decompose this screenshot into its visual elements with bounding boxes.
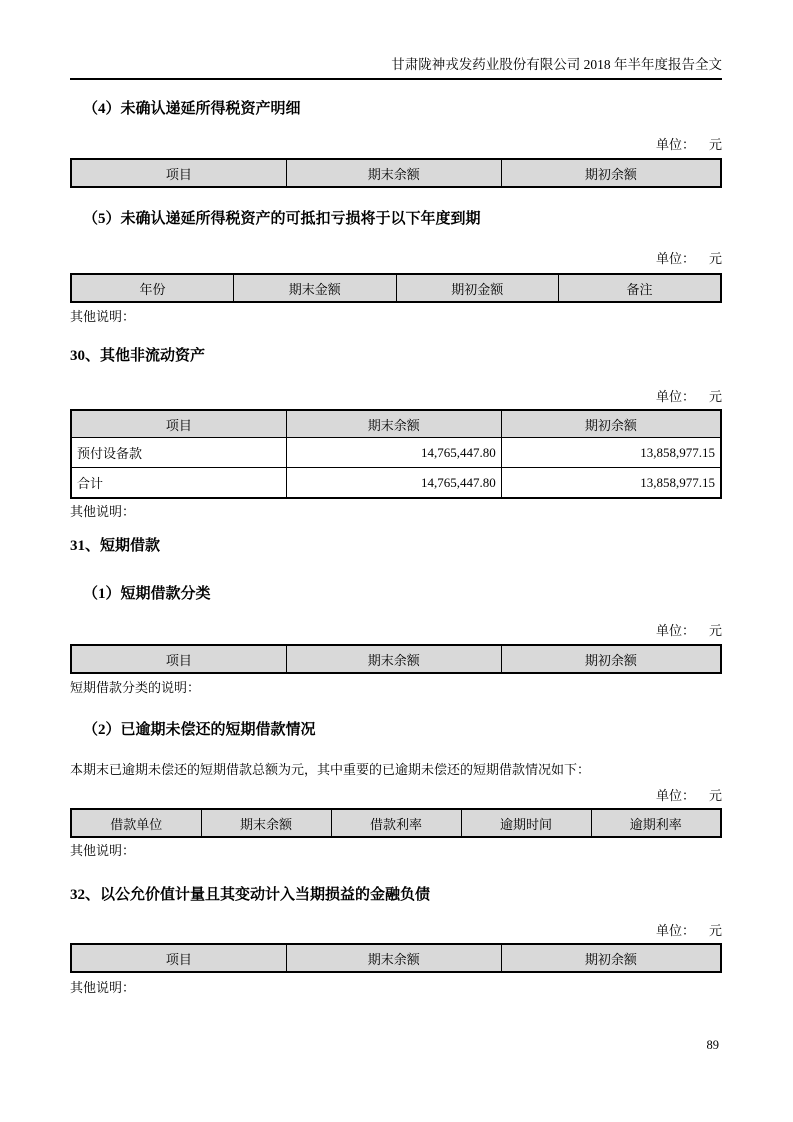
row-ending-balance: 14,765,447.80 bbox=[286, 438, 501, 468]
table-row bbox=[71, 438, 721, 468]
unit-label: 单位： bbox=[655, 137, 695, 152]
unit-note bbox=[70, 788, 722, 804]
unit-value: 元 bbox=[708, 623, 722, 638]
classification-note: 短期借款分类的说明： bbox=[70, 680, 201, 695]
table-row-total bbox=[71, 468, 721, 499]
total-beginning-balance: 13,858,977.15 bbox=[501, 468, 721, 499]
col-header-beginning-balance: 期初余额 bbox=[501, 645, 721, 673]
other-note: 其他说明： bbox=[70, 980, 136, 995]
row-item-label: 预付设备款 bbox=[71, 438, 286, 468]
col-header-ending-balance: 期末余额 bbox=[286, 645, 501, 673]
unit-value: 元 bbox=[708, 389, 722, 404]
section30-heading: 30、其他非流动资产 bbox=[70, 348, 206, 364]
col-header-beginning-balance: 期初余额 bbox=[501, 159, 721, 187]
unit-value: 元 bbox=[708, 137, 722, 152]
col-header-beginning-amount: 期初金额 bbox=[396, 274, 559, 302]
unit-value: 元 bbox=[708, 788, 722, 803]
col-header-loan-rate: 借款利率 bbox=[331, 809, 461, 837]
unit-note bbox=[70, 623, 722, 639]
section31-sub2-heading: （2）已逾期未偿还的短期借款情况 bbox=[83, 722, 316, 738]
section5-table bbox=[70, 273, 722, 303]
unit-label: 单位： bbox=[655, 389, 695, 404]
col-header-year: 年份 bbox=[71, 274, 234, 302]
unit-label: 单位： bbox=[655, 251, 695, 266]
section32-heading: 32、以公允价值计量且其变动计入当期损益的金融负债 bbox=[70, 887, 431, 903]
col-header-beginning-balance: 期初余额 bbox=[501, 944, 721, 972]
total-ending-balance: 14,765,447.80 bbox=[286, 468, 501, 499]
section32-table bbox=[70, 943, 722, 973]
table-header-row bbox=[71, 410, 721, 438]
section31-heading: 31、短期借款 bbox=[70, 538, 161, 554]
col-header-item: 项目 bbox=[71, 410, 286, 438]
unit-label: 单位： bbox=[655, 788, 695, 803]
col-header-ending-amount: 期末金额 bbox=[234, 274, 397, 302]
col-header-ending-balance: 期末余额 bbox=[286, 944, 501, 972]
other-note: 其他说明： bbox=[70, 843, 136, 858]
table-header-row bbox=[71, 809, 721, 837]
col-header-lender: 借款单位 bbox=[71, 809, 201, 837]
document-header-title: 甘肃陇神戎发药业股份有限公司 2018 年半年度报告全文 bbox=[391, 57, 722, 72]
overdue-loans-paragraph: 本期末已逾期未偿还的短期借款总额为元，其中重要的已逾期未偿还的短期借款情况如下： bbox=[70, 762, 591, 777]
other-note: 其他说明： bbox=[70, 309, 136, 324]
unit-note bbox=[70, 389, 722, 405]
col-header-item: 项目 bbox=[71, 159, 286, 187]
col-header-ending-balance: 期末余额 bbox=[201, 809, 331, 837]
col-header-ending-balance: 期末余额 bbox=[286, 410, 501, 438]
col-header-item: 项目 bbox=[71, 944, 286, 972]
document-header bbox=[70, 0, 722, 80]
section30-table bbox=[70, 409, 722, 499]
section31-sub2-table bbox=[70, 808, 722, 838]
unit-value: 元 bbox=[708, 923, 722, 938]
col-header-ending-balance: 期末余额 bbox=[286, 159, 501, 187]
other-note: 其他说明： bbox=[70, 504, 136, 519]
unit-label: 单位： bbox=[655, 623, 695, 638]
page-number: 89 bbox=[706, 1038, 719, 1052]
section5-heading: （5）未确认递延所得税资产的可抵扣亏损将于以下年度到期 bbox=[83, 211, 481, 227]
col-header-remark: 备注 bbox=[559, 274, 722, 302]
table-header-row bbox=[71, 645, 721, 673]
section31-sub1-table bbox=[70, 644, 722, 674]
table-header-row bbox=[71, 159, 721, 187]
row-beginning-balance: 13,858,977.15 bbox=[501, 438, 721, 468]
total-row-label: 合计 bbox=[71, 468, 286, 499]
table-header-row bbox=[71, 274, 721, 302]
col-header-overdue-time: 逾期时间 bbox=[461, 809, 591, 837]
col-header-overdue-rate: 逾期利率 bbox=[591, 809, 721, 837]
section31-sub1-heading: （1）短期借款分类 bbox=[83, 586, 211, 602]
unit-label: 单位： bbox=[655, 923, 695, 938]
unit-note bbox=[70, 923, 722, 939]
table-header-row bbox=[71, 944, 721, 972]
col-header-beginning-balance: 期初余额 bbox=[501, 410, 721, 438]
section4-table bbox=[70, 158, 722, 188]
unit-note bbox=[70, 251, 722, 267]
unit-note bbox=[70, 137, 722, 153]
unit-value: 元 bbox=[708, 251, 722, 266]
col-header-item: 项目 bbox=[71, 645, 286, 673]
section4-heading: （4）未确认递延所得税资产明细 bbox=[83, 101, 301, 117]
